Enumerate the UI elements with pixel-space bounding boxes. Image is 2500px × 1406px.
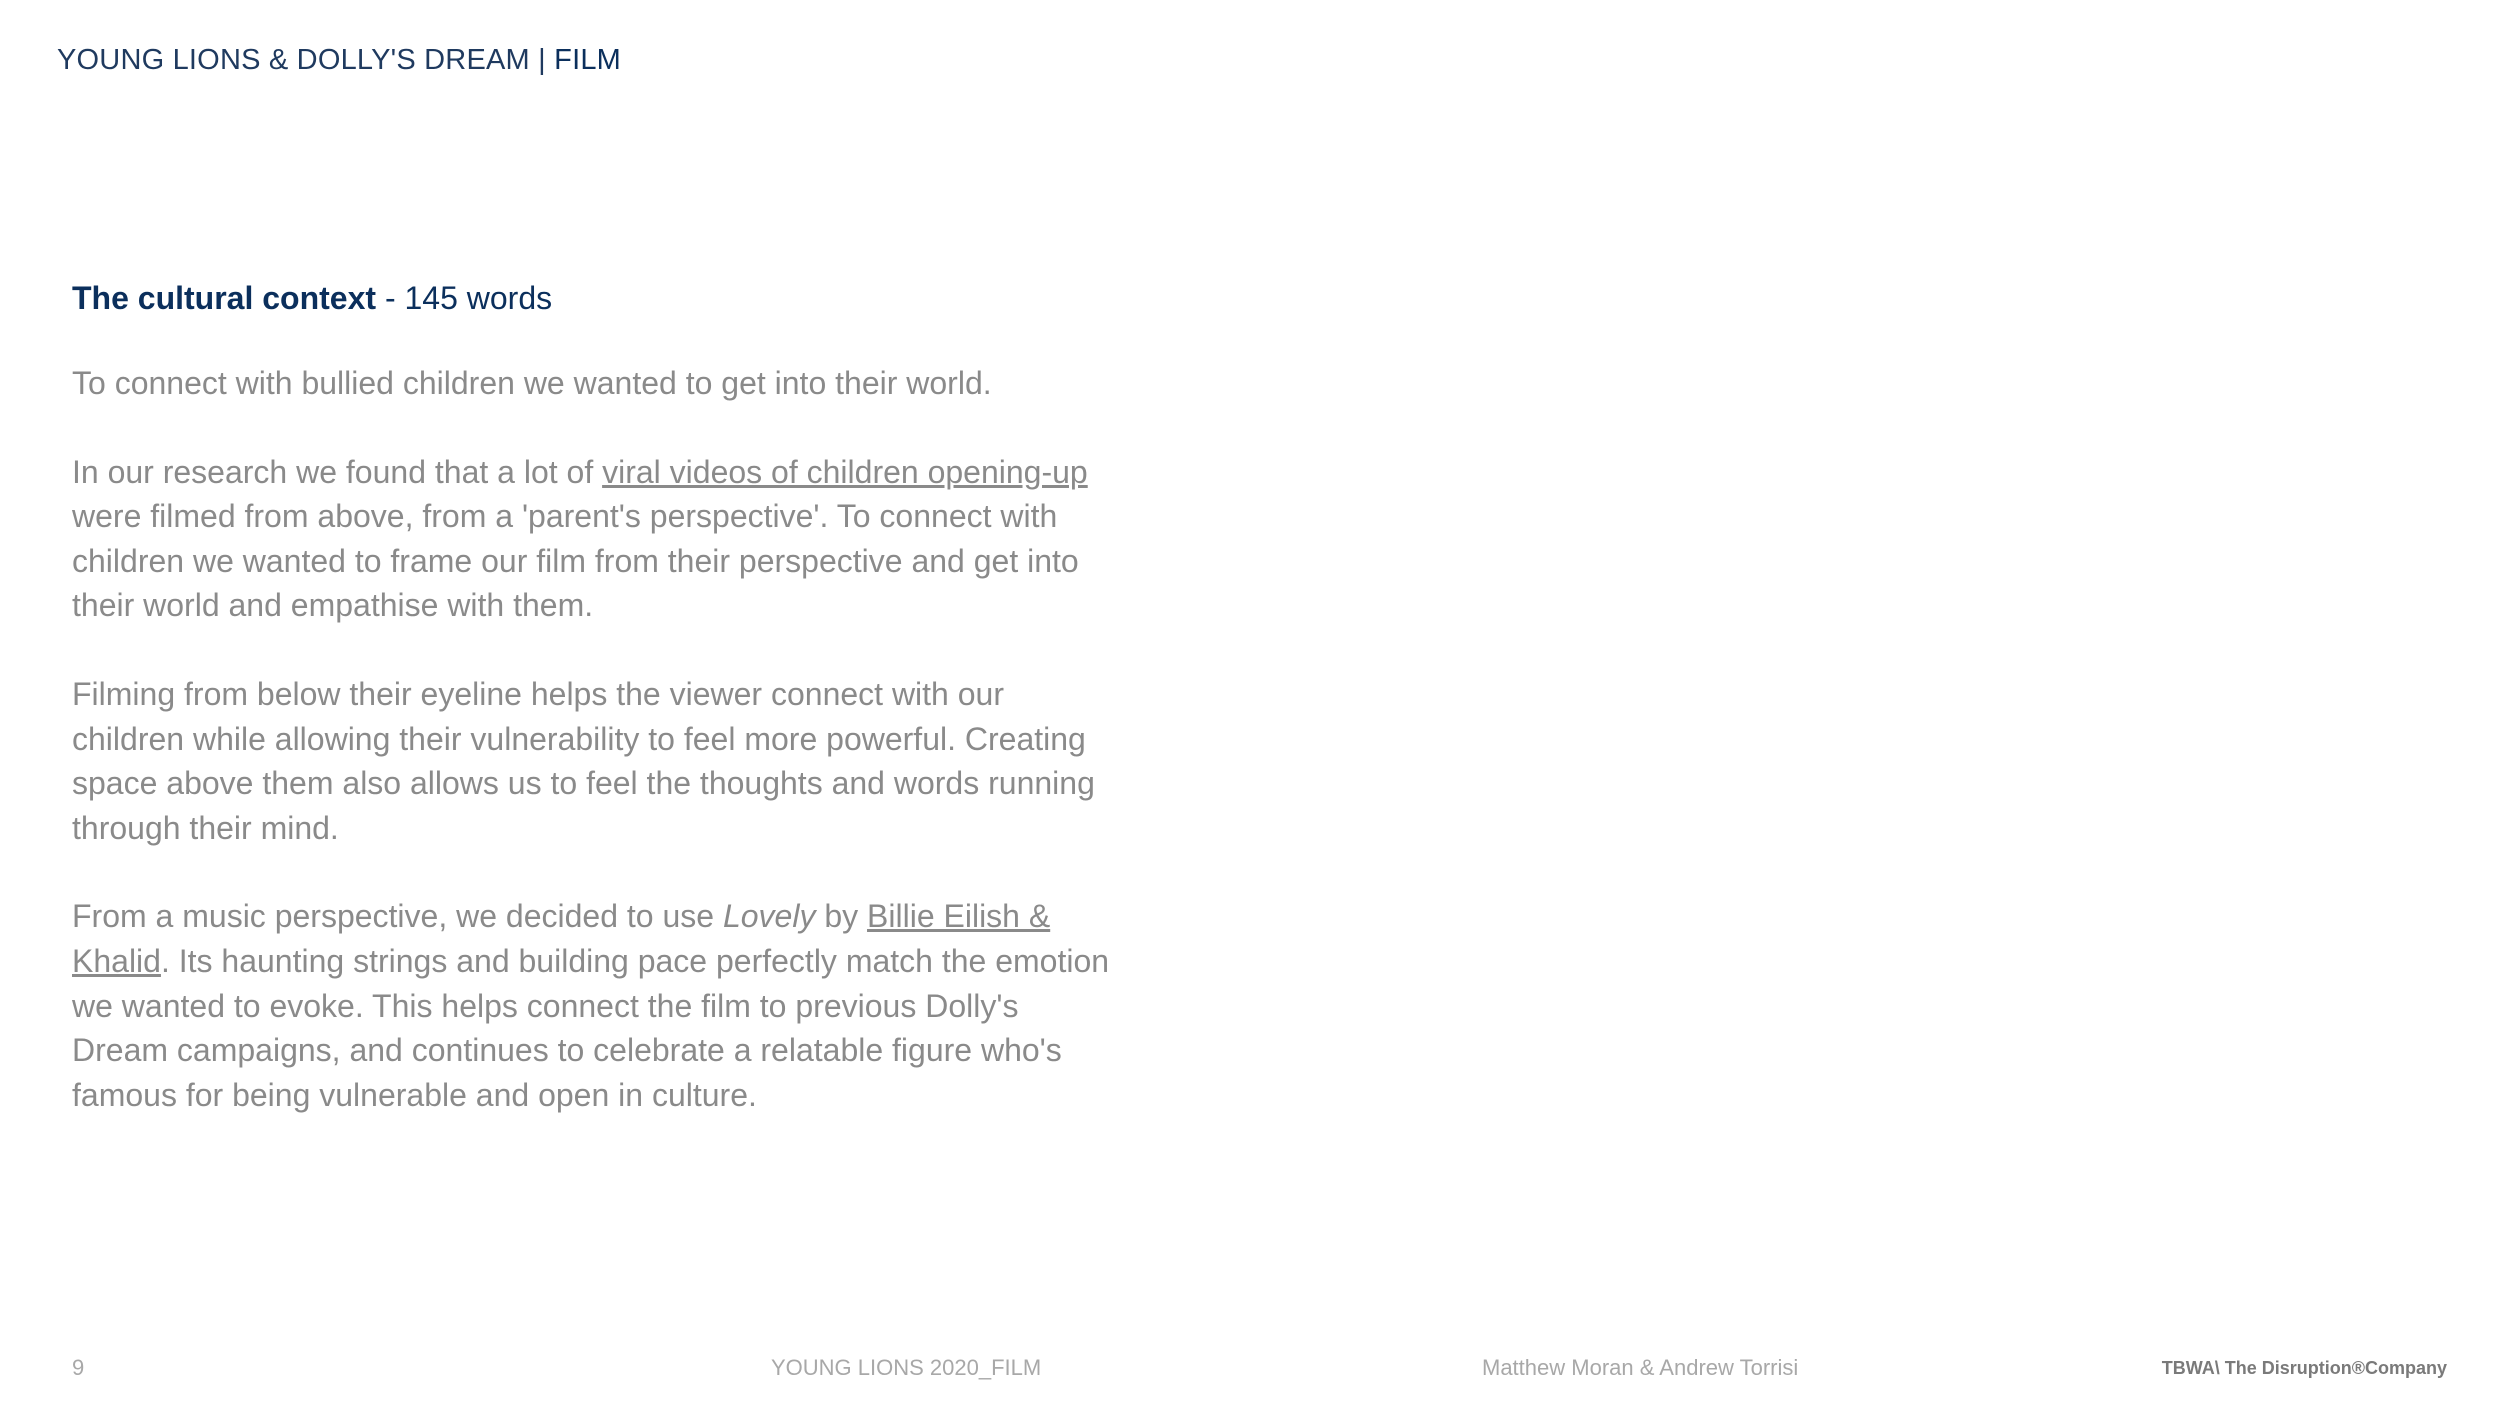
footer-authors: Matthew Moran & Andrew Torrisi [1482,1355,1799,1380]
footer-program: YOUNG LIONS 2020_FILM [771,1355,1042,1380]
main-content [72,280,1112,1161]
paragraph-2-text-b: were filmed from above, from a 'parent's perspective'. To connect with children we wanted to frame our film from their perspective and get into their world and empathise with them. [72,498,1079,624]
paragraph-4 [72,894,1112,1117]
paragraph-4-text-b: by [815,898,868,935]
viral-videos-link[interactable]: viral videos of children opening-up [602,453,1088,490]
tbwa-logo: TBWA\ The Disruption®Company [2161,1358,2447,1378]
section-title: The cultural context [72,280,377,316]
slide-header [57,44,621,77]
song-title: Lovely [722,898,816,935]
paragraph-3: Filming from below their eyeline helps the viewer connect with our children while allowing their vulnerability to feel more powerful. Creating space above them also allows us to feel the thoughts and words running through their mind. [72,675,1095,846]
paragraph-2-text-a: In our research we found that a lot of [72,453,603,490]
page-number: 9 [72,1355,85,1380]
paragraph-4-text-c: . Its haunting strings and building pace perfectly match the emotion we wanted to evoke. This helps connect the film to previous Dolly's Dream campaigns, and continues to celebrate a relatable figure who's famous for being vulnerable and open in culture. [72,942,1110,1113]
header-category: FILM [554,44,622,76]
artist-link[interactable]: Billie Eilish & Khalid [72,898,1051,979]
section-heading [72,280,1112,317]
paragraph-1: To connect with bullied children we wanted to get into their world. [72,365,992,401]
paragraph-2 [72,450,1112,628]
paragraph-4-text-a: From a music perspective, we decided to use [72,898,723,935]
header-prefix: YOUNG LIONS & DOLLY'S DREAM | [57,44,555,76]
section-word-count: - 145 words [376,280,553,316]
